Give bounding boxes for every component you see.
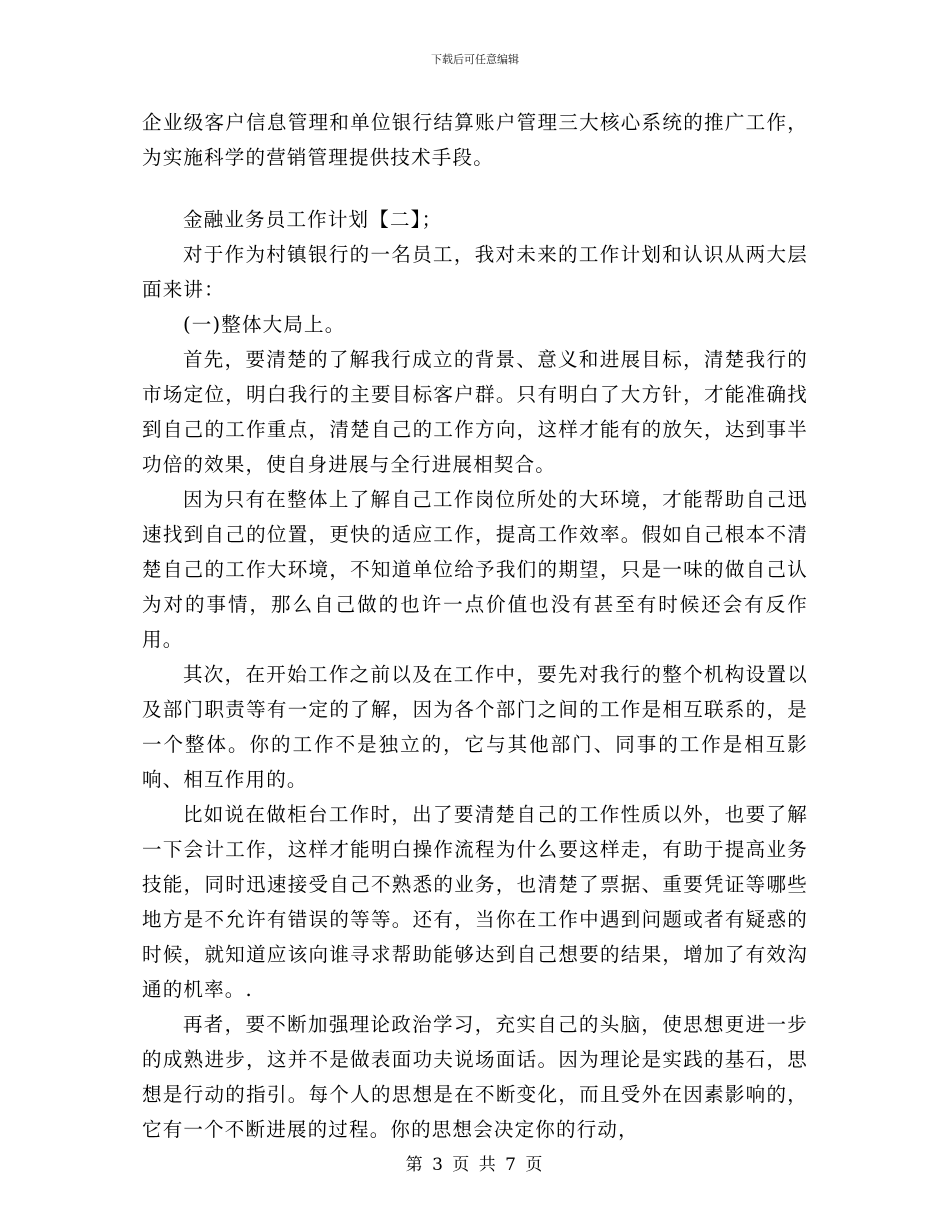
paragraph: 对于作为村镇银行的一名员工，我对未来的工作计划和认识从两大层面来讲： [142, 243, 808, 301]
paragraph: 再者，要不断加强理论政治学习，充实自己的头脑，使思想更进一步的成熟进步，这并不是做表面功夫说场面话。因为理论是实践的基石，思想是行动的指引。每个人的思想是在不断变化，而且受外在因素影响的，它有一个不断进展的过程。你的思想会决定你的行动， [142, 1013, 808, 1141]
paragraph: 其次，在开始工作之前以及在工作中，要先对我行的整个机构设置以及部门职责等有一定的了解，因为各个部门之间的工作是相互联系的，是一个整体。你的工作不是独立的，它与其他部门、同事的工作是相互影响、相互作用的。 [142, 663, 808, 791]
section-heading: 金融业务员工作计划【二】； [182, 208, 443, 231]
paragraph: 比如说在做柜台工作时，出了要清楚自己的工作性质以外，也要了解一下会计工作，这样才能明白操作流程为什么要这样走，有助于提高业务技能，同时迅速接受自己不熟悉的业务，也清楚了票据、重要凭证等哪些地方是不允许有错误的等等。还有，当你在工作中遇到问题或者有疑惑的时候，就知道应该向谁寻求帮助能够达到自己想要的结果，增加了有效沟通的机率。. [142, 803, 808, 1001]
subsection-heading: (一)整体大局上。 [182, 313, 346, 336]
page-number-footer: 第 3 页 共 7 页 [405, 1155, 545, 1175]
document-body [142, 105, 808, 1147]
paragraph-continuation: 企业级客户信息管理和单位银行结算账户管理三大核心系统的推广工作，为实施科学的营销管理提供技术手段。 [142, 111, 808, 169]
paragraph: 首先，要清楚的了解我行成立的背景、意义和进展目标，清楚我行的市场定位，明白我行的主要目标客户群。只有明白了大方针，才能准确找到自己的工作重点，清楚自己的工作方向，这样才能有的放矢，达到事半功倍的效果，使自身进展与全行进展相契合。 [142, 348, 808, 476]
page-header-note: 下载后可任意编辑 [431, 53, 519, 66]
paragraph: 因为只有在整体上了解自己工作岗位所处的大环境，才能帮助自己迅速找到自己的位置，更快的适应工作，提高工作效率。假如自己根本不清楚自己的工作大环境，不知道单位给予我们的期望，只是一味的做自己认为对的事情，那么自己做的也许一点价值也没有甚至有时候还会有反作用。 [142, 488, 808, 651]
